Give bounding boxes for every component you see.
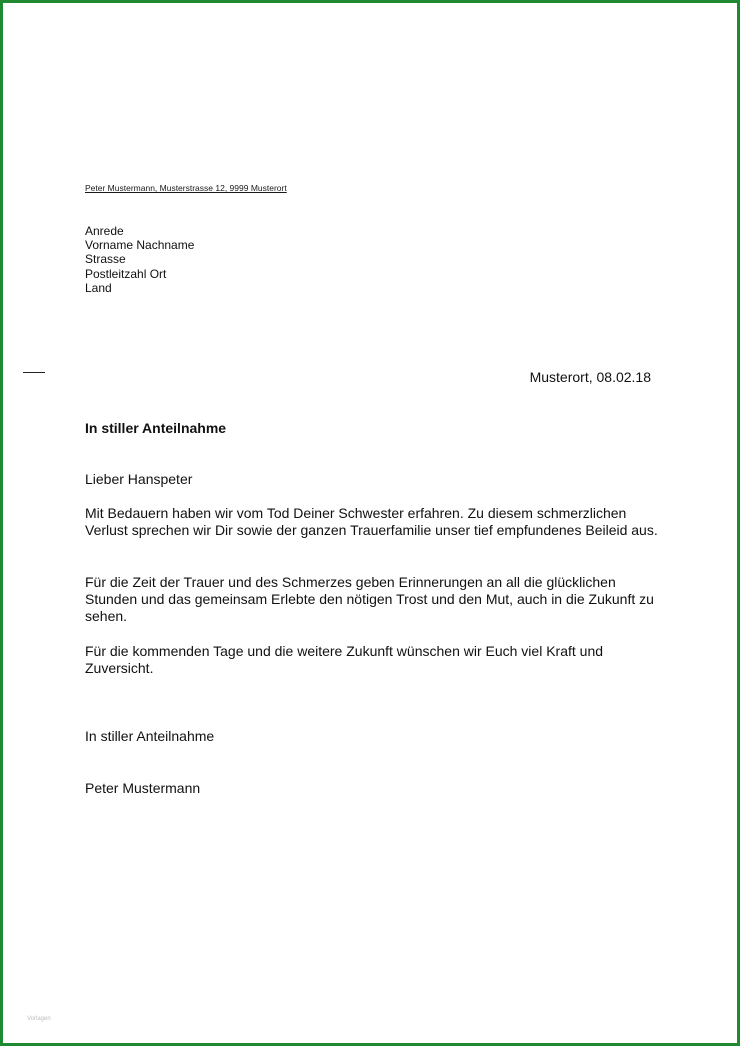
body-paragraph: Für die kommenden Tage und die weitere Zukunft wünschen wir Euch viel Kraft und Zuversicht. [85,643,604,677]
fold-mark [23,372,45,373]
body-paragraph: Mit Bedauern haben wir vom Tod Deiner Schwester erfahren. Zu diesem schmerzlichen Verlust sprechen wir Dir sowie der ganzen Trauerfamilie unser tief empfundenes Beileid aus. [85,505,658,539]
recipient-street-line: Strasse [85,252,126,267]
letter-signature: Peter Mustermann [85,780,201,796]
recipient-country-line: Land [85,280,112,295]
letter-subject: In stiller Anteilnahme [85,420,227,436]
recipient-address-block [85,224,194,295]
recipient-salutation-line: Anrede [85,224,124,238]
sender-address-line: Peter Mustermann, Musterstrasse 12, 9999 Musterort [85,183,287,193]
letter-salutation: Lieber Hanspeter [85,471,193,487]
date-line: Musterort, 08.02.18 [529,369,651,385]
letter-closing: In stiller Anteilnahme [85,728,215,744]
recipient-name-line: Vorname Nachname [85,238,195,253]
body-paragraph: Für die Zeit der Trauer und des Schmerzes geben Erinnerungen an all die glücklichen Stunden und das gemeinsam Erlebte den nötigen Trost und den Mut, auch in die Zukunft zu sehen. [85,574,654,625]
footer-watermark: Vorlagen [27,1016,51,1022]
recipient-city-line: Postleitzahl Ort [85,266,167,281]
